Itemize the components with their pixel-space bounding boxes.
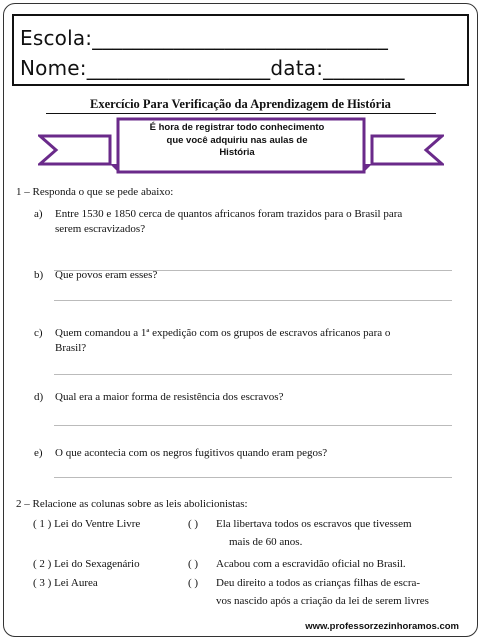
law-item: ( 2 ) Lei do Sexagenário xyxy=(33,558,140,570)
website-credit: www.professorzezinhoramos.com xyxy=(305,621,459,632)
question-text xyxy=(55,326,465,356)
page-title: Exercício Para Verificação da Aprendizagem de História xyxy=(90,97,391,111)
banner-line: que você adquiriu nas aulas de xyxy=(166,134,308,146)
banner-line: É hora de registrar todo conhecimento xyxy=(149,122,325,133)
law-item: ( 3 ) Lei Aurea xyxy=(33,577,98,589)
data-blank[interactable]: ________ xyxy=(323,56,405,80)
question-line: Brasil? xyxy=(55,342,87,354)
escola-blank[interactable]: _____________________________ xyxy=(92,26,389,50)
nome-label: Nome: xyxy=(20,56,87,80)
question-line: O que acontecia com os negros fugitivos quando eram pegos? xyxy=(55,447,328,459)
question-line: Qual era a maior forma de resistência dos escravos? xyxy=(55,391,284,403)
question-letter: d) xyxy=(34,391,44,403)
description-line: Ela libertava todos os escravos que tivessem xyxy=(216,518,412,530)
question-letter: e) xyxy=(34,447,43,459)
answer-line-c[interactable] xyxy=(54,374,452,375)
section2-heading: 2 – Relacione as colunas sobre as leis abolicionistas: xyxy=(16,498,248,510)
question-line: Quem comandou a 1ª expedição com os grupos de escravos africanos para o xyxy=(55,327,391,339)
data-label: data: xyxy=(270,56,324,80)
title-underline xyxy=(46,113,436,114)
section1-heading: 1 – Responda o que se pede abaixo: xyxy=(16,186,174,198)
law-description xyxy=(216,518,412,548)
answer-line-e[interactable] xyxy=(54,477,452,478)
escola-label: Escola: xyxy=(20,26,93,50)
law-item: ( 1 ) Lei do Ventre Livre xyxy=(33,518,141,530)
escola-line xyxy=(20,26,388,50)
question-letter: a) xyxy=(34,208,43,220)
question-text xyxy=(55,268,465,283)
ribbon-left-tail xyxy=(40,136,110,164)
answer-parentheses[interactable]: ( ) xyxy=(188,518,199,530)
law-description xyxy=(216,577,429,607)
banner-line: História xyxy=(219,147,255,158)
description-line: vos nascido após a criação da lei de serem livres xyxy=(216,595,429,607)
banner-text xyxy=(118,122,356,160)
question-line: Que povos eram esses? xyxy=(55,269,158,281)
ribbon-right-tail xyxy=(372,136,442,164)
description-line: Deu direito a todos as crianças filhas de escra- xyxy=(216,577,421,589)
nome-blank[interactable]: __________________ xyxy=(86,56,271,80)
question-line: Entre 1530 e 1850 cerca de quantos africanos foram trazidos para o Brasil para xyxy=(55,208,403,220)
description-line: Acabou com a escravidão oficial no Brasil. xyxy=(216,558,406,570)
question-line: serem escravizados? xyxy=(55,223,146,235)
question-letter: c) xyxy=(34,327,43,339)
student-info-box xyxy=(12,14,469,86)
answer-parentheses[interactable]: ( ) xyxy=(188,577,199,589)
answer-line-d[interactable] xyxy=(54,425,452,426)
nome-line xyxy=(20,56,405,80)
description-line: mais de 60 anos. xyxy=(229,536,303,548)
question-text xyxy=(55,390,465,405)
question-text xyxy=(55,207,465,237)
answer-parentheses[interactable]: ( ) xyxy=(188,558,199,570)
question-letter: b) xyxy=(34,269,44,281)
answer-line-b[interactable] xyxy=(54,300,452,301)
question-text xyxy=(55,446,465,461)
law-description xyxy=(216,558,406,570)
